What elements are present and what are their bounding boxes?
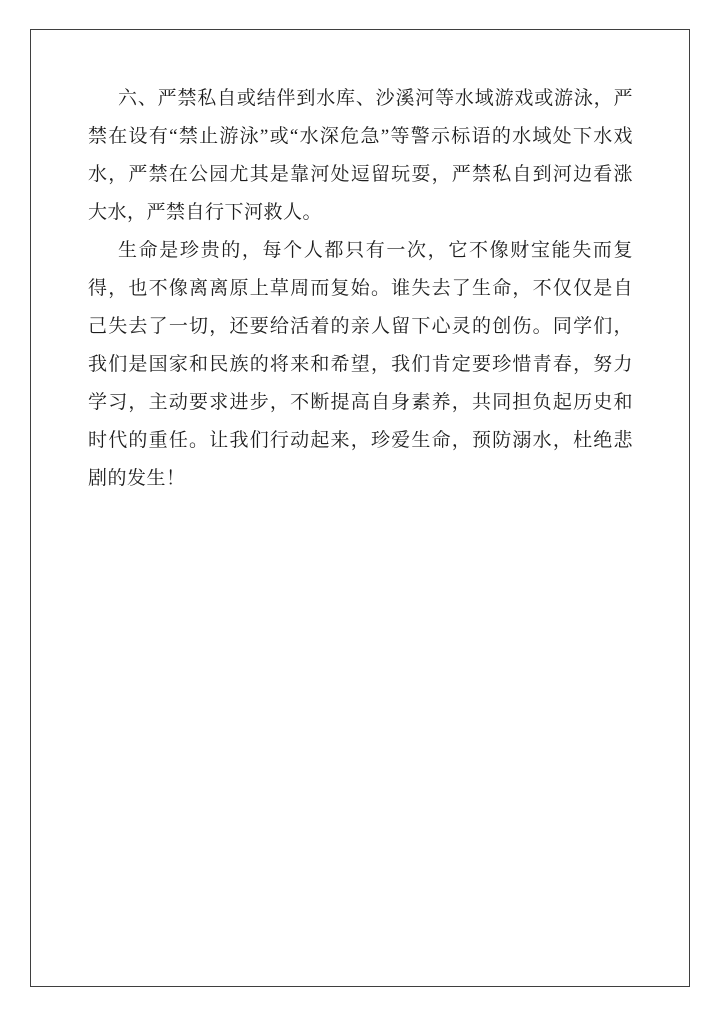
paragraph-closing-appeal: 生命是珍贵的，每个人都只有一次，它不像财宝能失而复得，也不像离离原上草周而复始。谁失去了生命，不仅仅是自己失去了一切，还要给活着的亲人留下心灵的创伤。同学们，我们是国家和民族的将来和希望，我们肯定要珍惜青春，努力学习，主动要求进步，不断提高自身素养，共同担负起历史和时代的重任。让我们行动起来，珍爱生命，预防溺水，杜绝悲剧的发生！	[88, 240, 633, 489]
paragraph-safety-rules: 六、严禁私自或结伴到水库、沙溪河等水域游戏或游泳，严禁在设有“禁止游泳”或“水深危急”等警示标语的水域处下水戏水，严禁在公园尤其是靠河处逗留玩耍，严禁私自到河边看涨大水，严禁自行下河救人。	[88, 88, 633, 223]
page-border-frame	[30, 29, 690, 987]
